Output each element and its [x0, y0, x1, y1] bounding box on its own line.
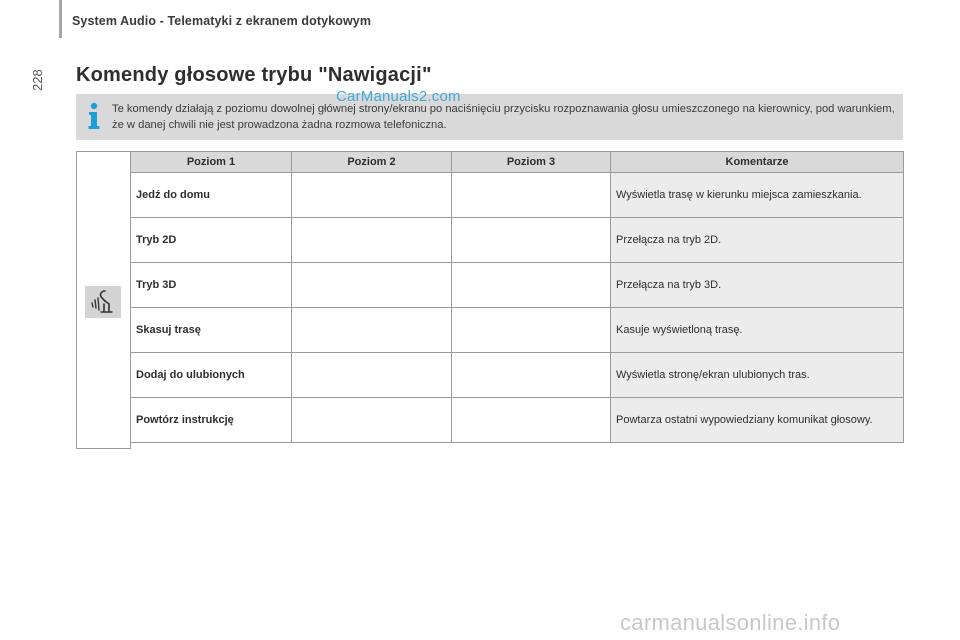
table-header-row — [131, 152, 904, 173]
header-vertical-bar — [59, 0, 62, 38]
info-text: Te komendy działają z poziomu dowolnej głównej strony/ekranu po naciśnięciu przycisku rozpoznawania głosu umieszczonego na kierownicy, pod warunkiem, że w danej chwili nie jest prowadzona żadna rozmowa telefoniczna. — [112, 103, 895, 131]
cell-level3 — [452, 173, 611, 218]
column-header-level3: Poziom 3 — [452, 152, 611, 173]
cell-level2 — [292, 263, 452, 308]
column-header-level1: Poziom 1 — [131, 152, 292, 173]
cell-level3 — [452, 353, 611, 398]
cell-level2 — [292, 398, 452, 443]
cell-comment: Przełącza na tryb 2D. — [611, 218, 904, 263]
side-icon-cell — [76, 151, 131, 449]
cell-comment: Wyświetla stronę/ekran ulubionych tras. — [611, 353, 904, 398]
section-title: Komendy głosowe trybu "Nawigacji" — [76, 64, 432, 86]
cell-comment: Kasuje wyświetloną trasę. — [611, 308, 904, 353]
cell-level3 — [452, 218, 611, 263]
cell-level1: Jedź do domu — [131, 173, 292, 218]
column-header-level2: Poziom 2 — [292, 152, 452, 173]
page-number: 228 — [30, 69, 45, 91]
cell-level1: Skasuj trasę — [131, 308, 292, 353]
commands-table-container — [76, 151, 903, 449]
header-title: System Audio - Telematyki z ekranem dotykowym — [72, 14, 372, 28]
column-header-comments: Komentarze — [611, 152, 904, 173]
cell-comment: Przełącza na tryb 3D. — [611, 263, 904, 308]
cell-level1: Tryb 3D — [131, 263, 292, 308]
cell-level2 — [292, 308, 452, 353]
cell-comment: Powtarza ostatni wypowiedziany komunikat głosowy. — [611, 398, 904, 443]
cell-level3 — [452, 308, 611, 353]
info-icon — [86, 100, 102, 132]
cell-level2 — [292, 218, 452, 263]
info-box — [76, 94, 903, 140]
table-row — [131, 308, 904, 353]
table-row — [131, 173, 904, 218]
watermark-bottom: carmanualsonline.info — [620, 610, 841, 635]
cell-level1: Powtórz instrukcję — [131, 398, 292, 443]
cell-level2 — [292, 173, 452, 218]
cell-level3 — [452, 398, 611, 443]
cell-level2 — [292, 353, 452, 398]
cell-level3 — [452, 263, 611, 308]
table-row — [131, 353, 904, 398]
table-row — [131, 398, 904, 443]
cell-level1: Dodaj do ulubionych — [131, 353, 292, 398]
voice-command-icon — [85, 286, 121, 318]
cell-comment: Wyświetla trasę w kierunku miejsca zamieszkania. — [611, 173, 904, 218]
page-number-container — [30, 55, 50, 95]
table-row — [131, 263, 904, 308]
watermark-top: CarManuals2.com — [336, 88, 461, 105]
cell-level1: Tryb 2D — [131, 218, 292, 263]
commands-table — [130, 151, 904, 443]
table-row — [131, 218, 904, 263]
